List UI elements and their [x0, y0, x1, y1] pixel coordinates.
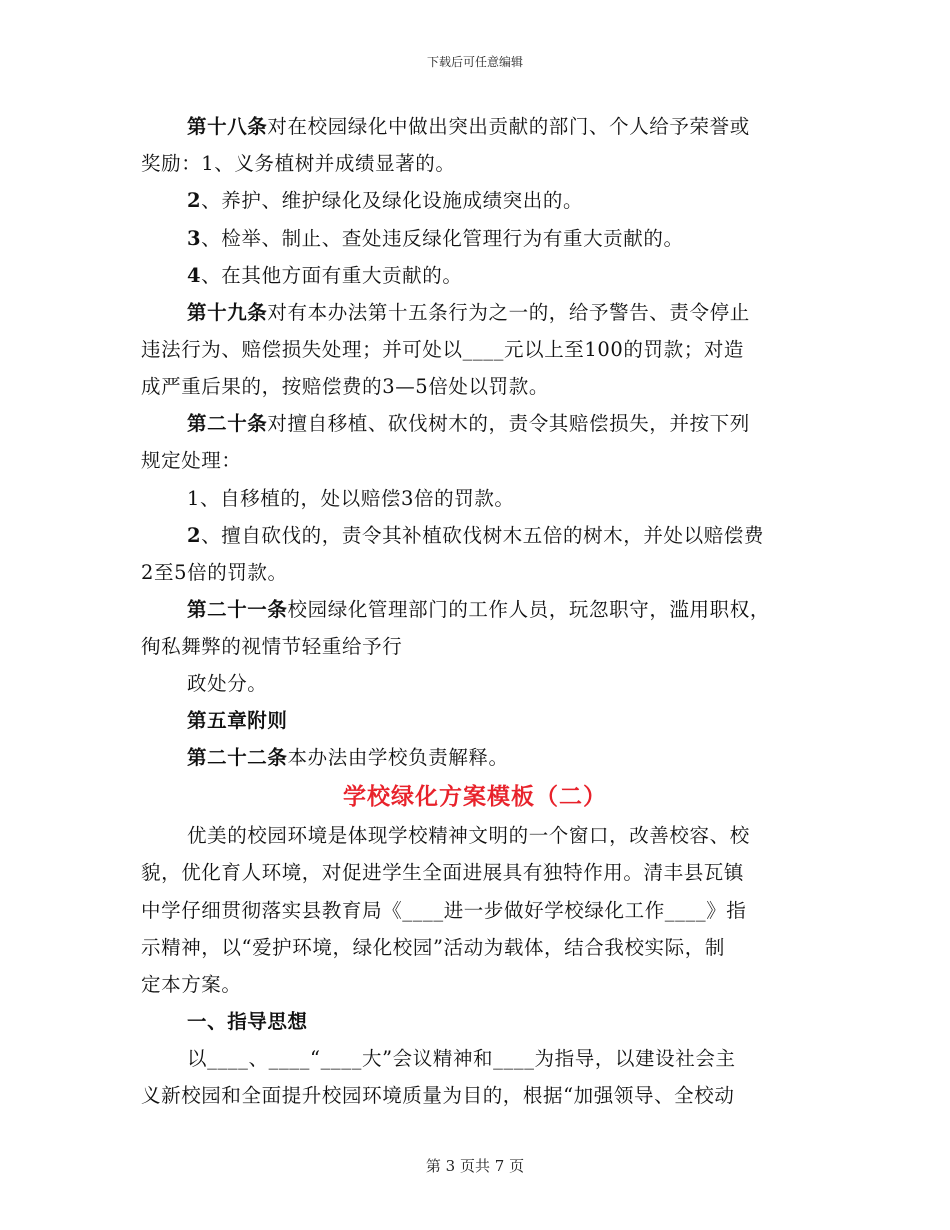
paragraph-line: 第十九条对有本办法第十五条行为之一的，给予警告、责令停止	[187, 301, 750, 324]
paragraph-line: 2、擅自砍伐的，责令其补植砍伐树木五倍的树木，并处以赔偿费	[187, 524, 764, 547]
paragraph-line: 3、检举、制止、查处违反绿化管理行为有重大贡献的。	[187, 227, 684, 250]
page-footer: 第 3 页共 7 页	[425, 1157, 525, 1175]
paragraph-line: 1、自移植的，处以赔偿3倍的罚款。	[187, 487, 515, 510]
paragraph-line: 成严重后果的，按赔偿费的3—5倍处以罚款。	[141, 375, 549, 398]
section-title: 学校绿化方案模板（二）	[343, 783, 607, 810]
paragraph-line: 奖励：1、义务植树并成绩显著的。	[141, 152, 456, 175]
paragraph-line: 中学仔细贯彻落实县教育局《____进一步做好学校绿化工作____》指	[141, 899, 747, 922]
paragraph-line: 2至5倍的罚款。	[141, 561, 288, 584]
section-heading: 一、指导思想	[187, 1010, 308, 1033]
paragraph-line: 规定处理：	[141, 449, 242, 472]
paragraph-line: 优美的校园环境是体现学校精神文明的一个窗口，改善校容、校	[187, 824, 750, 847]
paragraph-line: 第十八条对在校园绿化中做出突出贡献的部门、个人给予荣誉或	[187, 115, 750, 138]
paragraph-line: 2、养护、维护绿化及绿化设施成绩突出的。	[187, 189, 584, 212]
paragraph-line: 政处分。	[187, 672, 268, 695]
paragraph-line: 以____、____“____大”会议精神和____为指导，以建设社会主	[187, 1047, 736, 1070]
page-header: 下载后可任意编辑	[426, 55, 523, 69]
paragraph-line: 示精神，以“爱护环境，绿化校园”活动为载体，结合我校实际，制	[141, 936, 725, 959]
paragraph-line: 义新校园和全面提升校园环境质量为目的，根据“加强领导、全校动	[141, 1084, 735, 1107]
paragraph-line: 第二十条对擅自移植、砍伐树木的，责令其赔偿损失，并按下列	[187, 412, 750, 435]
paragraph-line: 定本方案。	[141, 973, 242, 996]
chapter-heading: 第五章附则	[187, 709, 288, 732]
paragraph-line: 徇私舞弊的视情节轻重给予行	[141, 635, 403, 658]
paragraph-line: 第二十二条本办法由学校负责解释。	[187, 746, 509, 769]
paragraph-line: 4、在其他方面有重大贡献的。	[187, 264, 463, 287]
paragraph-line: 第二十一条校园绿化管理部门的工作人员，玩忽职守，滥用职权，	[187, 598, 770, 621]
paragraph-line: 貌，优化育人环境，对促进学生全面进展具有独特作用。清丰县瓦镇	[141, 861, 745, 884]
paragraph-line: 违法行为、赔偿损失处理；并可处以____元以上至100的罚款；对造	[141, 338, 745, 361]
